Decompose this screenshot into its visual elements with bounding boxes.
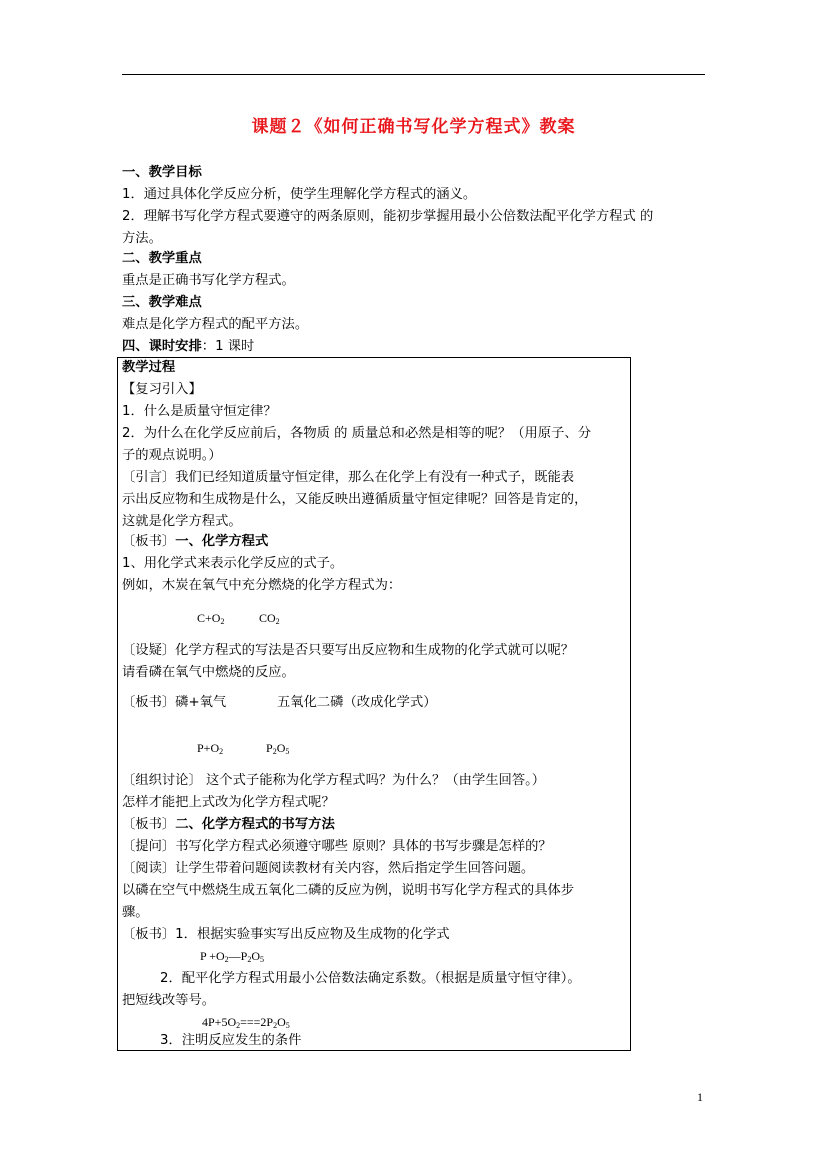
- equation-carbon-left: $C+O_2$: [197, 611, 225, 626]
- equation-step-1: $P +O_2—P_2O_5$: [200, 949, 265, 964]
- intro-b: 示出反应物和生成物是什么，又能反映出遵循质量守恒定律呢？回答是肯定的，: [122, 492, 588, 507]
- intro-c: 这就是化学方程式。: [122, 514, 242, 529]
- group-discussion: 〔组织讨论〕 这个式子能称为化学方程式吗？为什么？（由学生回答。）: [122, 773, 546, 788]
- how-question: 怎样才能把上式改为化学方程式呢？: [122, 795, 335, 810]
- difficulty-heading: 三、教学难点: [122, 295, 202, 310]
- time-line: [122, 336, 254, 358]
- board-1-title: 一、化学方程式: [175, 534, 269, 549]
- process-heading: 教学过程: [122, 360, 176, 375]
- step-2b: 把短线改等号。: [122, 993, 216, 1008]
- key-heading: 二、教学重点: [122, 251, 202, 266]
- board-2-left: 〔板书〕磷+氧气: [122, 695, 227, 710]
- step-3: 3．注明反应发生的条件: [160, 1033, 302, 1048]
- intro-a: 〔引言〕我们已经知道质量守恒定律，那么在化学上有没有一种式子，既能表: [122, 470, 575, 485]
- ask-question: 〔提问〕书写化学方程式必须遵守哪些 原则？具体的书写步骤是怎样的？: [122, 839, 552, 854]
- board-3-prefix: 〔板书〕: [122, 817, 176, 832]
- board-1: [122, 531, 268, 553]
- example-1: 例如，木炭在氧气中充分燃烧的化学方程式为：: [122, 578, 402, 593]
- example-2a: 以磷在空气中燃烧生成五氧化二磷的反应为例，说明书写化学方程式的具体步: [122, 883, 575, 898]
- question-doubt-a: 〔设疑〕化学方程式的写法是否只要写出反应物和生成物的化学式就可以呢？: [122, 643, 575, 658]
- goal-2a: 2．理解书写化学方程式要遵守的两条原则，能初步掌握用最小公倍数法配平化学方程式 的: [122, 209, 654, 224]
- example-2b: 骤。: [122, 905, 149, 920]
- key-text: 重点是正确书写化学方程式。: [122, 273, 295, 288]
- board-1-prefix: 〔板书〕: [122, 534, 176, 549]
- difficulty-text: 难点是化学方程式的配平方法。: [122, 317, 309, 332]
- board-4: 〔板书〕1．根据实验事实写出反应物及生成物的化学式: [122, 927, 450, 942]
- question-2b: 子的观点说明。）: [122, 448, 222, 463]
- board-3: [122, 814, 335, 836]
- page-number: 1: [697, 1090, 703, 1104]
- equation-step-2: $4P+5O_2===2P_2O_5$: [202, 1015, 290, 1030]
- reading-task: 〔阅读〕让学生带着问题阅读教材有关内容，然后指定学生回答问题。: [122, 861, 535, 876]
- definition-1: 1、用化学式来表示化学反应的式子。: [122, 556, 344, 571]
- time-heading: 四、课时安排: [122, 339, 202, 354]
- board-2-right: 五氧化二磷（改成化学式）: [277, 695, 437, 710]
- question-doubt-b: 请看磷在氧气中燃烧的反应。: [122, 665, 295, 680]
- equation-carbon-right: $CO_2$: [259, 611, 280, 626]
- goal-1: 1．通过具体化学反应分析，使学生理解化学方程式的涵义。: [122, 187, 477, 202]
- question-2a: 2．为什么在化学反应前后，各物质 的 质量总和必然是相等的呢？（用原子、分: [122, 426, 592, 441]
- page-title: 课题２《如何正确书写化学方程式》教案: [251, 117, 576, 137]
- board-3-title: 二、化学方程式的书写方法: [175, 817, 335, 832]
- header-rule: [122, 74, 705, 75]
- time-text: ：1 课时: [201, 339, 255, 354]
- question-1: 1．什么是质量守恒定律？: [122, 404, 277, 419]
- goal-2b: 方法。: [122, 231, 162, 246]
- equation-phosphorus-left: $P+O_2$: [197, 741, 224, 756]
- review-heading: 【复习引入】: [122, 382, 202, 397]
- step-2a: 2．配平化学方程式用最小公倍数法确定系数。（根据是质量守恒守律）。: [160, 971, 581, 986]
- goal-heading: 一、教学目标: [122, 165, 202, 180]
- equation-phosphorus-right: $P_2O_5$: [266, 741, 290, 756]
